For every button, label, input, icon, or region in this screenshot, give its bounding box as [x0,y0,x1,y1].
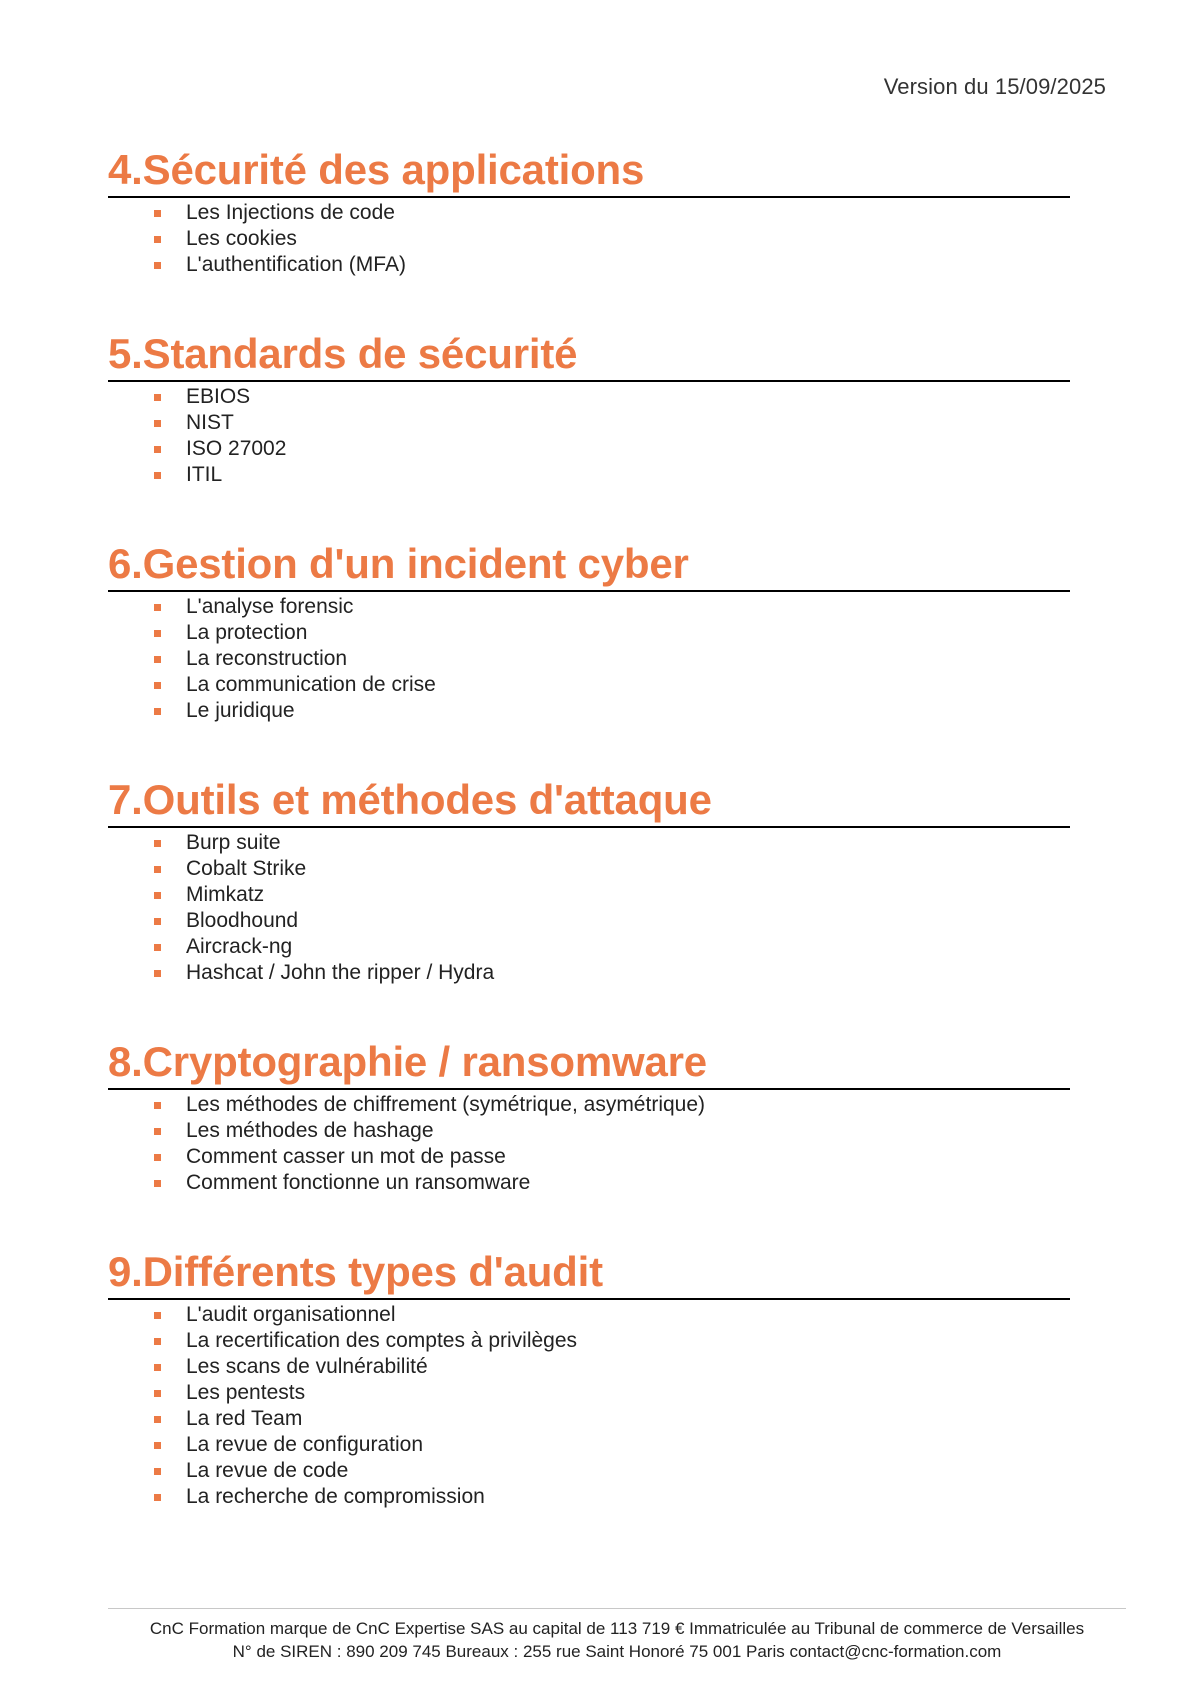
list-item [154,1432,1070,1458]
square-bullet-icon [154,394,161,401]
section-title-text: Standards de sécurité [142,330,578,377]
section-number: 6. [108,540,143,587]
square-bullet-icon [154,1128,161,1135]
section-heading [108,1038,1070,1090]
square-bullet-icon [154,1468,161,1475]
list-item [154,226,1070,252]
square-bullet-icon [154,262,161,269]
list-item-text: ITIL [186,463,223,486]
section-heading [108,540,1070,592]
document-body [108,146,1070,1562]
square-bullet-icon [154,446,161,453]
list-item [154,908,1070,934]
list-item [154,462,1070,488]
section-number: 7. [108,776,143,823]
list-item-text: Mimkatz [186,883,265,906]
square-bullet-icon [154,1390,161,1397]
section-title-text: Cryptographie / ransomware [142,1038,707,1085]
list-item-text: Aircrack-ng [186,935,293,958]
section-number: 8. [108,1038,143,1085]
list-item [154,830,1070,856]
list-item [154,436,1070,462]
list-item-text: L'analyse forensic [186,595,354,618]
list-item-text: NIST [186,411,234,434]
list-item [154,698,1070,724]
square-bullet-icon [154,472,161,479]
list-item [154,856,1070,882]
section-number: 9. [108,1248,143,1295]
list-item-text: La red Team [186,1407,303,1430]
list-item-text: Comment fonctionne un ransomware [186,1171,531,1194]
list-item-text: La communication de crise [186,673,436,696]
section-outils-attaque [108,776,1070,986]
section-title-text: Outils et méthodes d'attaque [142,776,712,823]
square-bullet-icon [154,944,161,951]
list-item [154,1354,1070,1380]
list-item [154,1458,1070,1484]
square-bullet-icon [154,1180,161,1187]
square-bullet-icon [154,918,161,925]
footer-address-line: N° de SIREN : 890 209 745 Bureaux : 255 rue Saint Honoré 75 001 Paris contact@cnc-formation.com [232,1642,1002,1661]
list-item [154,200,1070,226]
list-item-text: ISO 27002 [186,437,287,460]
section-heading [108,776,1070,828]
square-bullet-icon [154,1364,161,1371]
section-heading [108,146,1070,198]
list-item-text: Les Injections de code [186,201,395,224]
section-securite-applications [108,146,1070,278]
bullet-list [108,1092,1070,1196]
list-item [154,882,1070,908]
list-item-text: La recherche de compromission [186,1485,485,1508]
list-item [154,1118,1070,1144]
list-item-text: Burp suite [186,831,281,854]
square-bullet-icon [154,604,161,611]
list-item [154,1328,1070,1354]
square-bullet-icon [154,866,161,873]
section-title-text: Gestion d'un incident cyber [142,540,689,587]
list-item-text: La recertification des comptes à privilèges [186,1329,578,1352]
bullet-list [108,200,1070,278]
section-heading [108,1248,1070,1300]
list-item-text: L'audit organisationnel [186,1303,396,1326]
list-item-text: Comment casser un mot de passe [186,1145,506,1168]
square-bullet-icon [154,682,161,689]
section-gestion-incident [108,540,1070,724]
list-item [154,1170,1070,1196]
square-bullet-icon [154,656,161,663]
list-item [154,594,1070,620]
list-item-text: Bloodhound [186,909,299,932]
section-title-text: Sécurité des applications [142,146,645,193]
section-number: 5. [108,330,143,377]
list-item-text: Les cookies [186,227,297,250]
list-item-text: Les méthodes de hashage [186,1119,434,1142]
square-bullet-icon [154,210,161,217]
list-item [154,252,1070,278]
section-types-audit [108,1248,1070,1510]
square-bullet-icon [154,630,161,637]
version-date: Version du 15/09/2025 [883,74,1106,99]
section-standards-securite [108,330,1070,488]
bullet-list [108,830,1070,986]
list-item-text: Les méthodes de chiffrement (symétrique, asymétrique) [186,1093,706,1116]
section-number: 4. [108,146,143,193]
list-item-text: La reconstruction [186,647,348,670]
list-item [154,1092,1070,1118]
list-item [154,410,1070,436]
section-cryptographie [108,1038,1070,1196]
square-bullet-icon [154,892,161,899]
square-bullet-icon [154,840,161,847]
section-title-text: Différents types d'audit [142,1248,603,1295]
list-item-text: Hashcat / John the ripper / Hydra [186,961,495,984]
list-item [154,1406,1070,1432]
list-item-text: Le juridique [186,699,295,722]
list-item [154,1380,1070,1406]
list-item [154,384,1070,410]
list-item-text: L'authentification (MFA) [186,253,406,276]
bullet-list [108,1302,1070,1510]
page-footer [108,1608,1126,1663]
square-bullet-icon [154,1338,161,1345]
bullet-list [108,384,1070,488]
section-heading [108,330,1070,382]
square-bullet-icon [154,1102,161,1109]
square-bullet-icon [154,1442,161,1449]
list-item [154,620,1070,646]
square-bullet-icon [154,420,161,427]
list-item-text: La protection [186,621,308,644]
list-item [154,1484,1070,1510]
list-item-text: Cobalt Strike [186,857,307,880]
square-bullet-icon [154,1154,161,1161]
square-bullet-icon [154,1312,161,1319]
list-item [154,934,1070,960]
footer-company-line: CnC Formation marque de CnC Expertise SAS au capital de 113 719 € Immatriculée au Tribunal de commerce de Versailles [149,1619,1085,1638]
list-item [154,960,1070,986]
list-item [154,672,1070,698]
square-bullet-icon [154,1416,161,1423]
list-item-text: La revue de code [186,1459,349,1482]
list-item [154,1302,1070,1328]
bullet-list [108,594,1070,724]
square-bullet-icon [154,970,161,977]
square-bullet-icon [154,236,161,243]
list-item [154,646,1070,672]
list-item-text: Les scans de vulnérabilité [186,1355,428,1378]
list-item-text: La revue de configuration [186,1433,423,1456]
square-bullet-icon [154,1494,161,1501]
list-item-text: EBIOS [186,385,251,408]
list-item-text: Les pentests [186,1381,306,1404]
list-item [154,1144,1070,1170]
square-bullet-icon [154,708,161,715]
